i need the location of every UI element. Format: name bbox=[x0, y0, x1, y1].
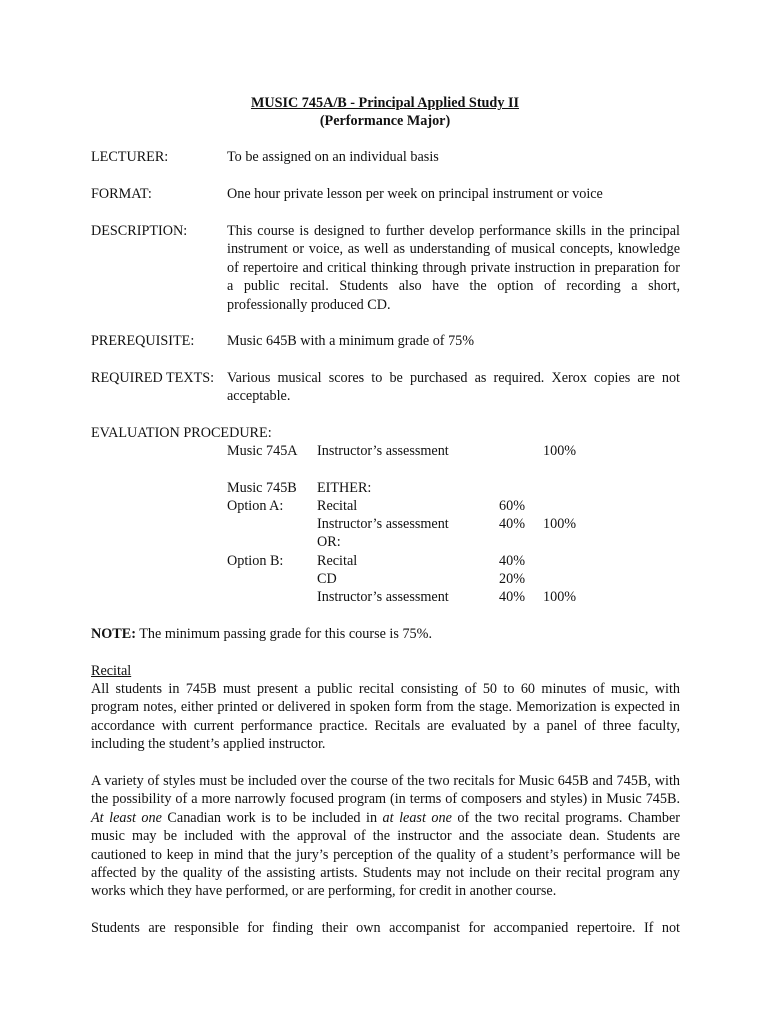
required-texts-value: Various musical scores to be purchased as required. Xerox copies are not acceptable. bbox=[227, 370, 680, 405]
option-a-assessment: Instructor’s assessment bbox=[317, 516, 449, 532]
note-text: The minimum passing grade for this course is 75%. bbox=[135, 626, 432, 642]
music-745b-label: Music 745B bbox=[227, 480, 297, 496]
prerequisite-label: PREREQUISITE: bbox=[91, 333, 195, 349]
option-b-cd: CD bbox=[317, 571, 337, 587]
music-745a-item: Instructor’s assessment bbox=[317, 443, 449, 459]
lecturer-label: LECTURER: bbox=[91, 149, 169, 165]
lecturer-value: To be assigned on an individual basis bbox=[227, 149, 439, 165]
format-label: FORMAT: bbox=[91, 186, 152, 202]
option-a-assessment-pct: 40% bbox=[499, 516, 526, 532]
option-b-label: Option B: bbox=[227, 553, 284, 569]
format-value: One hour private lesson per week on principal instrument or voice bbox=[227, 186, 603, 202]
or-label: OR: bbox=[317, 534, 341, 550]
recital-p2-emphasis-1: At least one bbox=[91, 809, 162, 826]
music-745a-total: 100% bbox=[543, 443, 577, 459]
option-b-assessment: Instructor’s assessment bbox=[317, 589, 449, 605]
option-b-assessment-pct: 40% bbox=[499, 589, 526, 605]
description-value: This course is designed to further develop performance skills in the principal instrument or voice, as well as understanding of musical concepts, knowledge of repertoire and critical thinking through private instruction in preparation for a public recital. Students also have the option of recording a short, professionally produced CD. bbox=[227, 223, 680, 313]
recital-p2-part-c: of the two recital programs. Chamber music may be included with the approval of the instructor and the associate dean. Students are cautioned to keep in mind that the jury’s perception of the quality of a student’s performance will be affected by the quality of the assisting artists. Students may not include on their recital program any works which they have performed, or are performing, for credit in another course. bbox=[91, 809, 680, 900]
note-label: NOTE: bbox=[91, 626, 136, 642]
option-a-label: Option A: bbox=[227, 498, 284, 514]
recital-heading: Recital bbox=[91, 663, 132, 679]
recital-p2-part-b: Canadian work is to be included in bbox=[161, 809, 383, 826]
either-label: EITHER: bbox=[317, 480, 372, 496]
description-label: DESCRIPTION: bbox=[91, 223, 188, 239]
recital-paragraph-2 bbox=[91, 772, 680, 901]
note-paragraph bbox=[91, 625, 680, 643]
music-745a-label: Music 745A bbox=[227, 443, 298, 459]
required-texts-label: REQUIRED TEXTS: bbox=[91, 370, 215, 386]
option-b-cd-pct: 20% bbox=[499, 571, 526, 587]
recital-p2-emphasis-2: at least one bbox=[382, 809, 452, 826]
evaluation-heading: EVALUATION PROCEDURE: bbox=[91, 425, 272, 441]
recital-paragraph-3: Students are responsible for finding their own accompanist for accompanied repertoire. If not bbox=[91, 920, 680, 936]
recital-p2-part-a: A variety of styles must be included over the course of the two recitals for Music 645B and 745B, with the possibility of a more narrowly focused program (in terms of composers and styles) in Music 745B. bbox=[91, 773, 680, 808]
option-b-recital: Recital bbox=[317, 553, 358, 569]
prerequisite-value: Music 645B with a minimum grade of 75% bbox=[227, 333, 475, 349]
option-a-total: 100% bbox=[543, 516, 577, 532]
option-b-recital-pct: 40% bbox=[499, 553, 526, 569]
recital-paragraph-1: All students in 745B must present a public recital consisting of 50 to 60 minutes of music, with program notes, either printed or delivered in spoken form from the stage. Memorization is expected in accordance with current performance practice. Recitals are evaluated by a panel of three faculty, including the student’s applied instructor. bbox=[91, 681, 680, 753]
option-a-recital: Recital bbox=[317, 498, 358, 514]
course-title: MUSIC 745A/B - Principal Applied Study II bbox=[250, 95, 520, 111]
option-b-total: 100% bbox=[543, 589, 577, 605]
option-a-recital-pct: 60% bbox=[499, 498, 526, 514]
course-subtitle: (Performance Major) bbox=[319, 113, 451, 129]
